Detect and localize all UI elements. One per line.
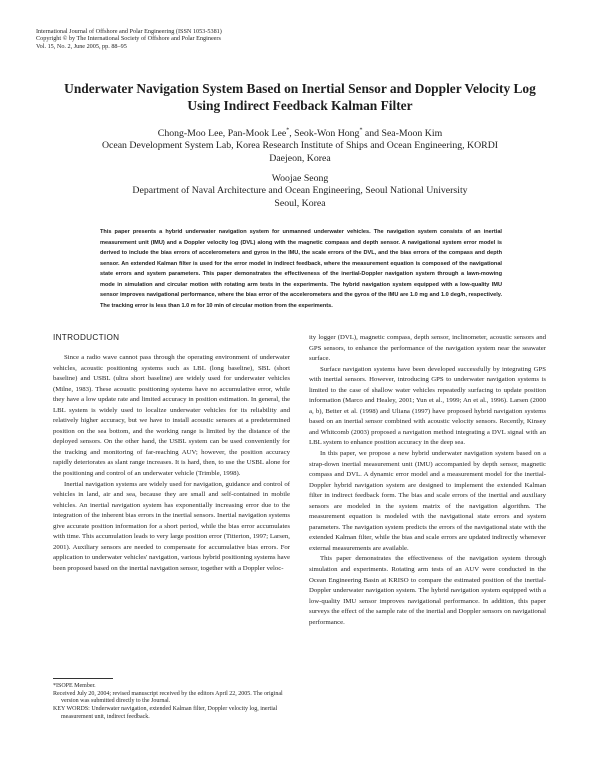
author-name-2: Woojae Seong — [271, 173, 329, 184]
affiliation-1-location: Daejeon, Korea — [269, 152, 331, 164]
author-name: Chong-Moo Lee, — [157, 128, 228, 139]
title-line-1: Underwater Navigation System Based on Inertial Sensor and Doppler Velocity Log — [64, 81, 536, 96]
journal-volume: Vol. 15, No. 2, June 2005, pp. 88–95 — [36, 42, 127, 50]
footnote-divider — [53, 678, 113, 679]
footnote-received: Received July 20, 2004; revised manuscript received by the editors April 22, 2005. The original version was submitted directly to the Journal. — [53, 690, 283, 705]
paragraph: ity logger (DVL), magnetic compass, depth sensor, inclinometer, acoustic sensors and GPS sensors, to enhance the performance of the navigation system near the seawater surface. — [309, 334, 546, 363]
author-name: Pan-Mook Lee — [227, 128, 287, 139]
section-heading-introduction: INTRODUCTION — [53, 333, 120, 342]
author-name: Seok-Won Hong — [294, 128, 360, 139]
journal-name: International Journal of Offshore and Polar Engineering (ISSN 1053-5381) — [36, 28, 222, 35]
affiliation-2: Department of Naval Architecture and Ocean Engineering, Seoul National University — [132, 185, 468, 197]
journal-header — [36, 28, 222, 50]
author-block-2 — [40, 173, 560, 210]
journal-copyright: Copyright © by The International Society of Offshore and Polar Engineers — [36, 35, 221, 43]
column-right — [309, 333, 546, 628]
footnote-member: *ISOPE Member. — [53, 683, 96, 689]
affiliation-2-location: Seoul, Korea — [274, 197, 326, 209]
paragraph: Surface navigation systems have been developed successfully by integrating GPS with inertial sensors. However, introducing GPS to underwater navigation systems is limited to the case of shallow water vehicles repeatedly surfacing to update position information (Marco and Healey, 2001; Yun et al., 1999; An et al., 1996). Larsen (2000 a, b), Beiter et al. (1998) and Uliana (1997) have proposed hybrid navigation systems based on an inertial sensor combined with acoustic velocity sensors. Recently, Kinsey and Whitcomb (2003) proposed a navigation method integrating a DVL signal with an LBL system to enhance position accuracy in the deep sea. — [309, 365, 546, 447]
affiliation-1: Ocean Development System Lab, Korea Research Institute of Ships and Ocean Engineering, KORDI — [101, 140, 499, 152]
abstract: This paper presents a hybrid underwater navigation system for unmanned underwater vehicles. The navigation system consists of an inertial measurement unit (IMU) and a Doppler velocity log (DVL) along with the magnetic compass and depth sensor. A navigational system error model is derived to include the bias errors of accelerometers and gyros in the IMU, the scale errors of the DVL, and the bias errors of the compass and depth sensor. An extended Kalman filter is used for the error model in indirect feedback, where the measurement equation is composed of the navigational state errors and system parameters. This paper demonstrates the effectiveness of the inertial-Doppler navigation system through a lawn-mowing mode in simulation and circular motion with rotating arm tests in the experiments. The hybrid navigation system equipped with a low-quality IMU sensor improves navigational performance, where the bias error of the accelerometers and the gyros of the IMU are 1.0 mg and 1.0 deg/h, respectively. The tracking error is less than 1.0 m for 10 min of circular motion from the experiments. — [100, 229, 502, 309]
author-names-1: Chong-Moo Lee, Pan-Mook Lee*, Seok-Won Hong* and Sea-Moon Kim — [157, 127, 443, 139]
paragraph: Since a radio wave cannot pass through the operating environment of underwater vehicles, acoustic positioning systems such as LBL (long baseline), SBL (short baseline) and USBL (ultra short baseline) are widely used for underwater vehicles (Milne, 1983). These acoustic positioning systems have no accumulative error, while they have a low update rate and limited accuracy in position estimation. In general, the LBL system is widely used to localize underwater vehicles for its reliability and relatively higher accuracy, but we have to install acoustic sensors at a predetermined position on the sea bottom, and the working range is limited by the distance of the deployed sensors. On the other hand, the USBL system can be used conveniently for the tracking and monitoring of far-reaching AUV; however, the position accuracy rapidly deteriorates as slant range increases. It is hard, then, to use the USBL alone for the positioning and control of an underwater vehicle (Trimble, 1998). — [53, 354, 290, 478]
title-line-2: Using Indirect Feedback Kalman Filter — [187, 98, 413, 113]
column-left — [53, 333, 290, 574]
paragraph: In this paper, we propose a new hybrid underwater navigation system based on a strap-down inertial measurement unit (IMU) accompanied by depth sensor, magnetic compass and DVL. A dynamic error model and a measurement model for the inertial-Doppler hybrid navigation system are designed to implement the extended Kalman filter in indirect feedback form. The bias and scale errors of the inertial and auxiliary sensors are modeled in the system matrix of the navigation algorithm. The measurement equation is modeled with the navigational state errors and system parameters. The navigation system predicts the errors of the navigational state with the extended Kalman filter, while the bias and scale errors are updated indirectly whenever external measurements are available. — [309, 450, 546, 552]
paragraph: Inertial navigation systems are widely used for navigation, guidance and control of vehicles in land, air and sea, because they are small and self-contained in mobile vehicles. An inertial navigation system has exponentially increasing error due to the integration of the inherent bias errors in the inertial sensors. Inertial navigation systems give accurate position information for a short period, while the bias error accumulates with time. This accumulation leads to very large position error (Titterton, 1997; Larsen, 2001). Auxiliary sensors are needed to compensate for accumulative bias errors. For application to underwater vehicles' navigation, various hybrid positioning systems have been proposed based on the inertial navigation sensor, together with a Doppler veloc- — [53, 480, 290, 572]
paper-title — [40, 80, 560, 114]
member-mark: * — [359, 127, 363, 134]
footnote-keywords: KEY WORDS: Underwater navigation, extended Kalman filter, Doppler velocity log, inertial measurement unit, indirect feedback. — [53, 706, 278, 720]
paragraph: This paper demonstrates the effectiveness of the navigation system through simulation and experiments. Rotating arm tests of an AUV were conducted in the Ocean Engineering Basin at KRISO to compare the estimated position of the inertial-Doppler underwater navigation system. The hybrid navigation system equipped with a low-quality IMU sensor improves navigational performance. In addition, this paper surveys the effect of the sample rate of the inertial and Doppler sensors on navigational performance. — [309, 555, 546, 626]
author-name: and Sea-Moon Kim — [362, 128, 443, 139]
author-block-1 — [40, 128, 560, 165]
member-mark: * — [286, 127, 290, 134]
footnotes — [53, 683, 290, 722]
